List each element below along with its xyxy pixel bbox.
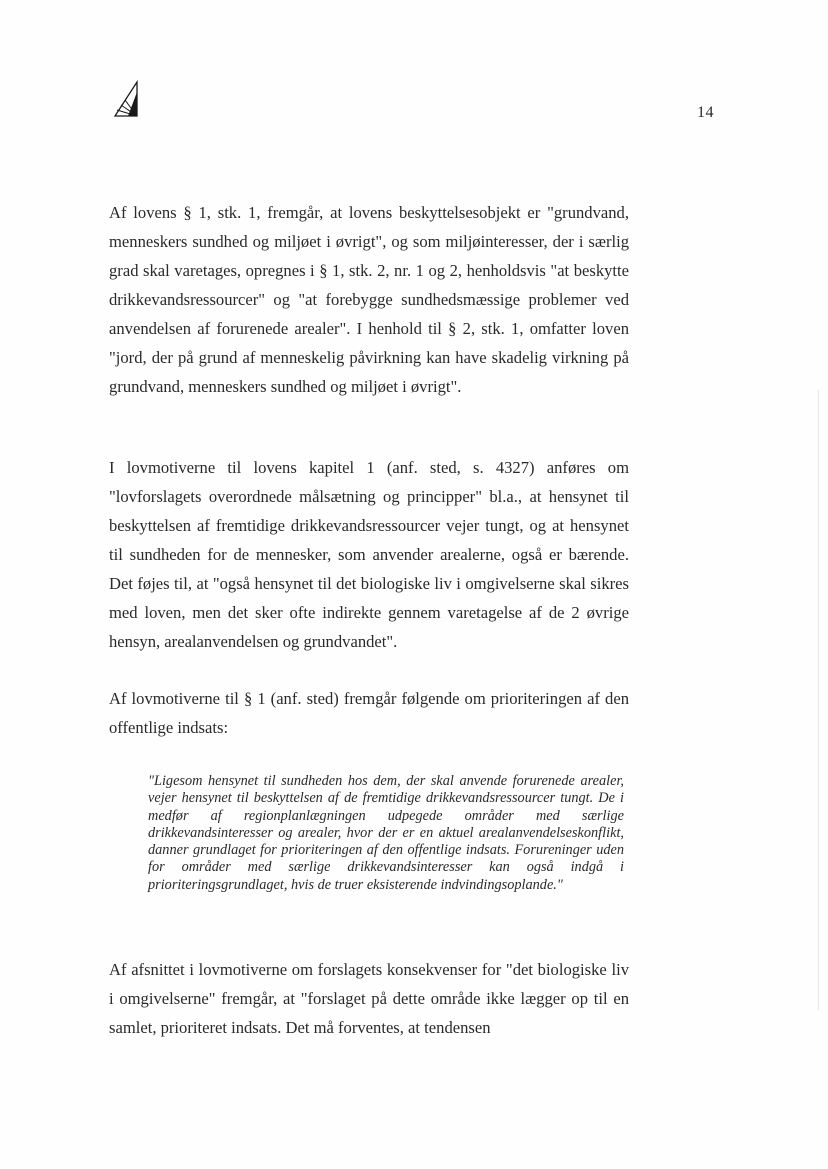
- block-quote: "Ligesom hensynet til sundheden hos dem, der skal anvende forurenede arealer, vejer hensynet til beskyttelsen af de fremtidige drikkevandsressourcer tungt. De i medfør af regionplanlægningen udpegede områder med særlige drikkevandsinteresser og arealer, hvor der er en aktuel arealanvendelseskonflikt, danner grundlaget for prioriteringen af den offentlige indsats. Forureninger uden for områder med særlige drikkevandsinteresser kan også indgå i prioriteringsgrundlaget, hvis de truer eksisterende indvindingsoplande.": [148, 773, 624, 893]
- paragraph-2: I lovmotiverne til lovens kapitel 1 (anf. sted, s. 4327) anføres om "lovforslagets overordnede målsætning og principper" bl.a., at hensynet til beskyttelsen af fremtidige drikkevandsressourcer vejer tungt, og at hensynet til sundheden for de mennesker, som anvender arealerne, også er bærende. Det føjes til, at "også hensynet til det biologiske liv i omgivelserne skal sikres med loven, men det sker ofte indirekte gennem varetagelse af de 2 øvrige hensyn, arealanvendelsen og grundvandet".: [109, 458, 629, 651]
- logo-icon: [113, 80, 139, 118]
- paragraph-3: Af lovmotiverne til § 1 (anf. sted) fremgår følgende om prioriteringen af den offentlige indsats:: [109, 689, 629, 737]
- paragraph-4: Af afsnittet i lovmotiverne om forslagets konsekvenser for "det biologiske liv i omgivelserne" fremgår, at "forslaget på dette område ikke lægger op til en samlet, prioriteret indsats. Det må forventes, at tendensen: [109, 960, 629, 1037]
- page-number: 14: [697, 104, 714, 121]
- scan-edge-line: [818, 390, 819, 1010]
- paragraph-1: Af lovens § 1, stk. 1, fremgår, at lovens beskyttelsesobjekt er "grundvand, menneskers sundhed og miljøet i øvrigt", og som miljøinteresser, der i særlig grad skal varetages, opregnes i § 1, stk. 2, nr. 1 og 2, henholdsvis "at beskytte drikkevandsressourcer" og "at forebygge sundhedsmæssige problemer ved anvendelsen af forurenede arealer". I henhold til § 2, stk. 1, omfatter loven "jord, der på grund af menneskelig påvirkning kan have skadelig virkning på grundvand, menneskers sundhed og miljøet i øvrigt".: [109, 203, 629, 396]
